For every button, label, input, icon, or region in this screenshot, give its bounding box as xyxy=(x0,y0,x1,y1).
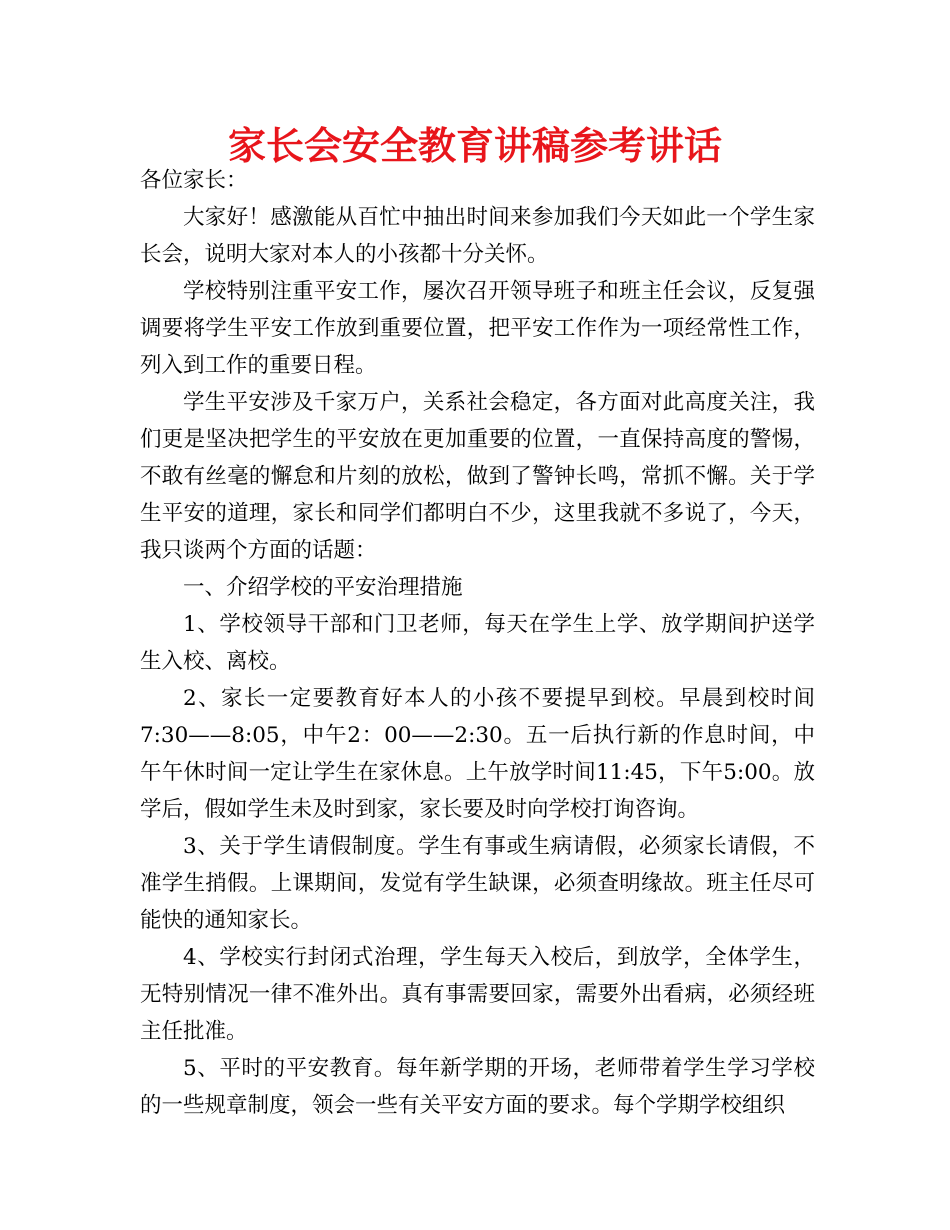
salutation: 各位家长： xyxy=(140,168,248,193)
list-item-2: 2、家长一定要教育好本人的小孩不要提早到校。早晨到校时间7:30——8:05，中午2：00——2:30。五一后执行新的作息时间，中午午休时间一定让学生在家休息。上午放学时间11:45，下午5:00。放学后，假如学生未及时到家，家长要及时向学校打询咨询。 xyxy=(140,686,815,822)
paragraph-safety-importance: 学生平安涉及千家万户，关系社会稳定，各方面对此高度关注，我们更是坚决把学生的平安放在更加重要的位置，一直保持高度的警惕，不敢有丝毫的懈怠和片刻的放松，做到了警钟长鸣，常抓不懈。关于学生平安的道理，家长和同学们都明白不少，这里我就不多说了，今天，我只谈两个方面的话题： xyxy=(140,390,815,563)
list-item-3: 3、关于学生请假制度。学生有事或生病请假，必须家长请假，不准学生捎假。上课期间，发觉有学生缺课，必须查明缘故。班主任尽可能快的通知家长。 xyxy=(140,834,815,933)
document-title: 家长会安全教育讲稿参考讲话 xyxy=(227,124,722,168)
paragraph-greeting: 大家好！感激能从百忙中抽出时间来参加我们今天如此一个学生家长会，说明大家对本人的小孩都十分关怀。 xyxy=(140,205,815,267)
document-body xyxy=(140,162,815,1124)
list-item-4: 4、学校实行封闭式治理，学生每天入校后，到放学，全体学生，无特别情况一律不准外出。真有事需要回家，需要外出看病，必须经班主任批准。 xyxy=(140,945,815,1044)
list-item-5: 5、平时的平安教育。每年新学期的开场，老师带着学生学习学校的一些规章制度，领会一些有关平安方面的要求。每个学期学校组织 xyxy=(140,1056,815,1118)
paragraph-school-safety-focus: 学校特别注重平安工作，屡次召开领导班子和班主任会议，反复强调要将学生平安工作放到重要位置，把平安工作作为一项经常性工作，列入到工作的重要日程。 xyxy=(140,279,815,378)
section-heading-measures: 一、介绍学校的平安治理措施 xyxy=(183,575,463,600)
list-item-1: 1、学校领导干部和门卫老师，每天在学生上学、放学期间护送学生入校、离校。 xyxy=(140,612,815,674)
